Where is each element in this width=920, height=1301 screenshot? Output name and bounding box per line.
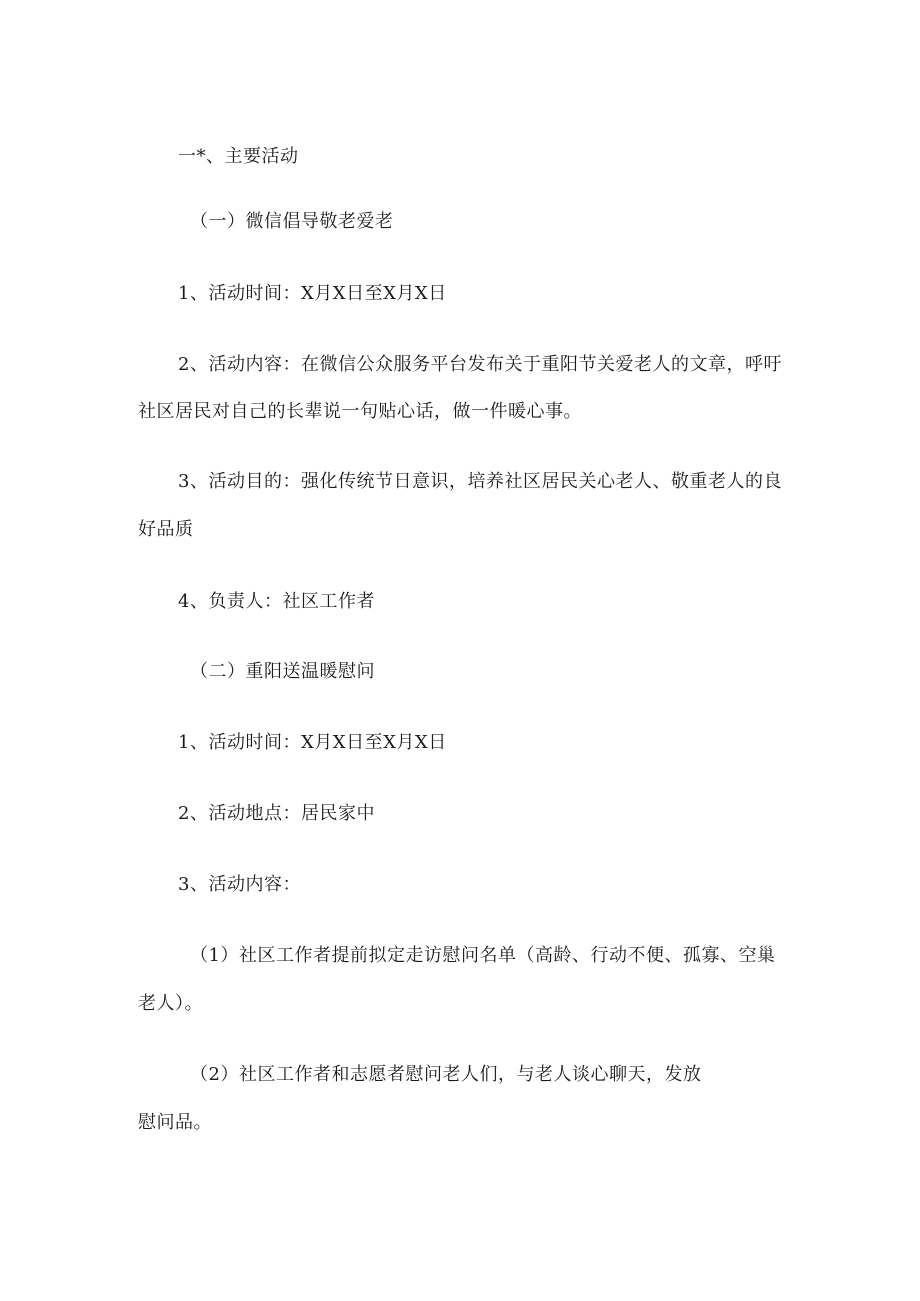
subsection-heading-2-text: （二）重阳送温暖慰问 bbox=[190, 661, 375, 682]
sub2-sub-item-1-line-1: （1）社区工作者提前拟定走访慰问名单（高龄、行动不便、孤寡、空巢 bbox=[190, 945, 776, 966]
section-heading bbox=[178, 145, 299, 169]
sub2-sub-item-2-line-1: （2）社区工作者和志愿者慰问老人们，与老人谈心聊天，发放 bbox=[190, 1064, 702, 1085]
sub2-sub-item-1-line-2: 老人）。 bbox=[138, 993, 203, 1014]
sub1-item-2-line-2: 社区居民对自己的长辈说一句贴心话，做一件暖心事。 bbox=[138, 401, 582, 422]
sub1-item-3-cont bbox=[138, 518, 194, 542]
sub2-item-3-text: 3、活动内容： bbox=[178, 874, 301, 895]
subsection-heading-1 bbox=[190, 210, 394, 234]
sub1-item-4 bbox=[178, 590, 375, 614]
sub2-sub-item-1 bbox=[190, 944, 775, 968]
sub1-item-1 bbox=[178, 282, 447, 306]
sub1-item-2-cont bbox=[138, 400, 582, 424]
sub2-item-2 bbox=[178, 802, 375, 826]
sub1-item-3-line-1: 3、活动目的：强化传统节日意识，培养社区居民关心老人、敬重老人的良 bbox=[178, 471, 782, 492]
sub2-sub-item-2-line-2: 慰问品。 bbox=[138, 1112, 212, 1133]
sub1-item-2 bbox=[178, 353, 782, 377]
subsection-heading-2 bbox=[190, 660, 375, 684]
sub2-item-1 bbox=[178, 731, 447, 755]
sub1-item-1-text: 1、活动时间：X月X日至X月X日 bbox=[178, 283, 447, 304]
sub2-sub-item-2 bbox=[190, 1063, 701, 1087]
sub2-sub-item-2-cont bbox=[138, 1111, 212, 1135]
sub2-item-1-text: 1、活动时间：X月X日至X月X日 bbox=[178, 732, 447, 753]
section-heading-text: 一*、主要活动 bbox=[178, 146, 299, 167]
sub1-item-3-line-2: 好品质 bbox=[138, 519, 194, 540]
sub1-item-2-line-1: 2、活动内容：在微信公众服务平台发布关于重阳节关爱老人的文章，呼吁 bbox=[178, 354, 782, 375]
sub2-sub-item-1-cont bbox=[138, 992, 203, 1016]
subsection-heading-1-text: （一）微信倡导敬老爱老 bbox=[190, 211, 394, 232]
sub2-item-3 bbox=[178, 873, 301, 897]
sub1-item-3 bbox=[178, 470, 782, 494]
sub1-item-4-text: 4、负责人：社区工作者 bbox=[178, 591, 375, 612]
sub2-item-2-text: 2、活动地点：居民家中 bbox=[178, 803, 375, 824]
